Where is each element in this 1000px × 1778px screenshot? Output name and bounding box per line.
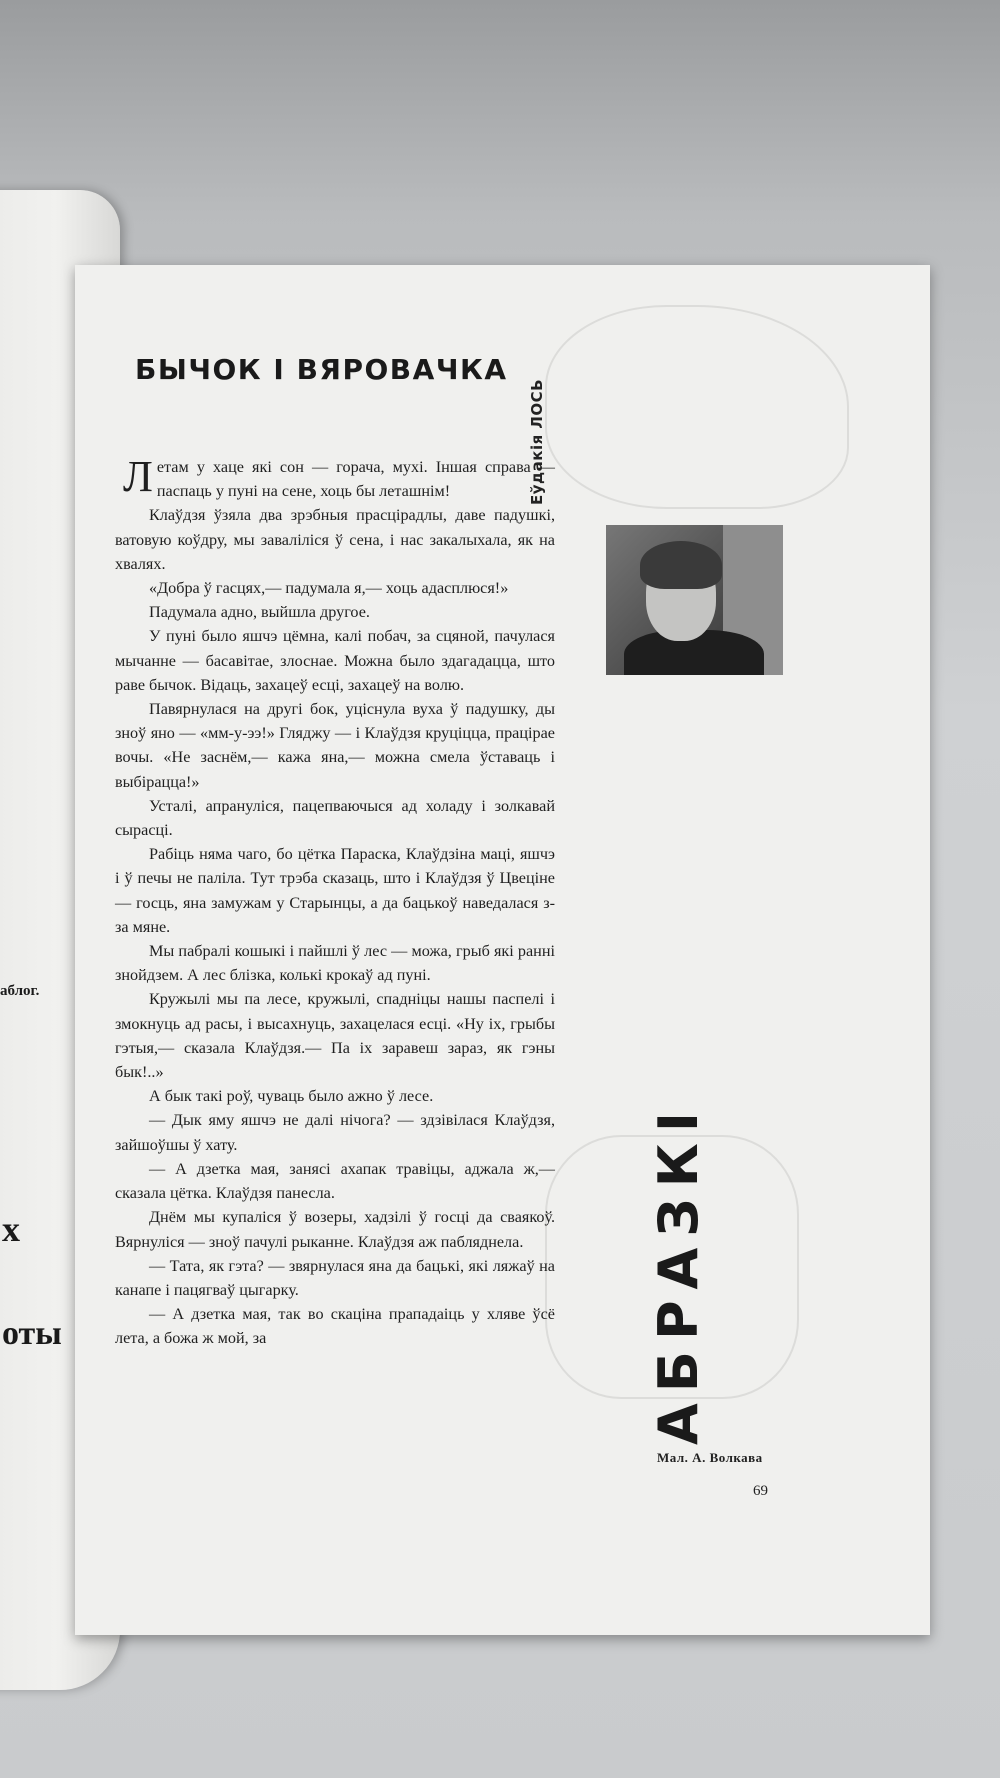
article-title: БЫЧОК І ВЯРОВАЧКА (135, 353, 508, 386)
magazine-page (75, 265, 930, 1635)
drop-cap: Л (123, 452, 153, 501)
paragraph: Рабіць няма чаго, бо цётка Параска, Клаўдзіна маці, яшчэ і ў печы не паліла. Тут трэба сказаць, што і Клаўдзя ў Цвеціне — госць, яна замужам у Старынцы, а да бацькоў наведалася з-за мяне. (115, 845, 555, 936)
first-paragraph (115, 452, 555, 503)
paragraph: У пуні было яшчэ цёмна, калі побач, за сцяной, пачулася мычанне — басавітае, злоснае. Можна было здагадацца, што раве бычок. Відаць, захацеў есці, захацеў на волю. (115, 627, 555, 694)
paragraph-text: етам у хаце які сон — горача, мухі. Іншая справа — паспаць у пуні на сене, хоць бы леташнім! (156, 458, 555, 501)
paragraph: Клаўдзя ўзяла два зрэбныя прасцірадлы, даве падушкі, ватовую коўдру, мы заваліліся ў сена, і нас закалыхала, як на хвалях. (115, 506, 555, 573)
show-through-illustration (545, 305, 849, 509)
paragraph: Кружылі мы па лесе, кружылі, спадніцы нашы паспелі і змокнуць ад расы, і высахнуць, захацелася есці. «Ну іх, грыбы гэтыя,— сказала Клаўдзя.— Па іх заравеш зараз, як гэны бык!..» (115, 990, 555, 1082)
illustration-credit: Мал. А. Волкава (657, 1450, 763, 1465)
facing-page-fragment: оты (2, 1315, 62, 1352)
page-number: 69 (753, 1483, 768, 1499)
paragraph: Павярнулася на другі бок, уціснула вуха ў падушку, ды зноў яно — «мм-у-ээ!» Гляджу — і Клаўдзя круціцца, працірае вочы. «Не заснём,— кажа яна,— можна смела ўставаць і выбірацца!» (115, 700, 555, 791)
paragraph: А бык такі роў, чуваць было ажно ў лесе. (149, 1087, 434, 1106)
paragraph: — А дзетка мая, занясі ахапак травіцы, аджала ж,— сказала цётка. Клаўдзя панесла. (115, 1159, 555, 1203)
paragraph: Усталі, апрануліся, пацепваючыся ад холаду і золкавай сырасці. (115, 796, 555, 840)
paragraph: Падумала адно, выйшла другое. (149, 603, 370, 622)
paragraph: — Дык яму яшчэ не далі нічога? — здзівілася Клаўдзя, зайшоўшы ў хату. (115, 1111, 555, 1154)
facing-page-fragment: аблог. (0, 983, 40, 999)
paragraph: — А дзетка мая, так во скаціна прападаіць у хляве ўсё лета, а божа ж мой, за (115, 1305, 555, 1348)
facing-page-fragment: х (2, 1209, 20, 1249)
section-heading: АБРАЗКІ (647, 1101, 710, 1445)
author-name: Еўдакія ЛОСЬ (528, 378, 546, 505)
author-photo (606, 525, 783, 675)
paragraph: «Добра ў гасцях,— падумала я,— хоць адасплюся!» (149, 579, 509, 598)
paragraph: Днём мы купаліся ў возеры, хадзілі ў госці да сваякоў. Вярнуліся — зноў пачулі рыканне. Клаўдзя аж пабляднела. (115, 1208, 555, 1251)
paragraph: — Тата, як гэта? — звярнулася яна да бацькі, які ляжаў на канапе і пацягваў цыгарку. (115, 1256, 555, 1299)
article-body (115, 452, 555, 1351)
paragraph: Мы пабралі кошыкі і пайшлі ў лес — можа, грыб які ранні знойдзем. А лес блізка, колькі крокаў ад пуні. (115, 942, 555, 985)
